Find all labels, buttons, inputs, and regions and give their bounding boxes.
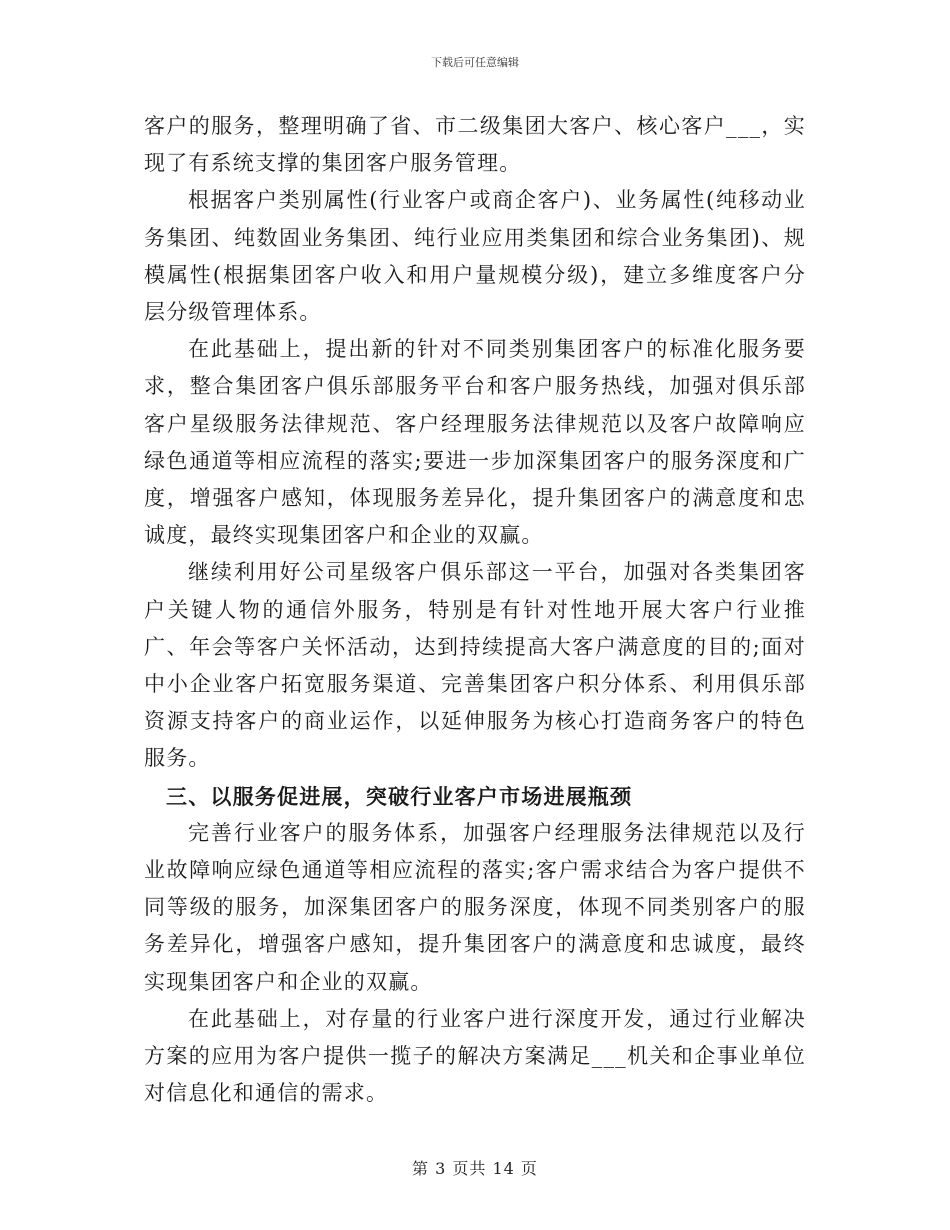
paragraph-club-platform: 继续利用好公司星级客户俱乐部这一平台，加强对各类集团客户关键人物的通信外服务，特别是有针对性地开展大客户行业推广、年会等客户关怀活动，达到持续提高大客户满意度的目的;面对中小企业客户拓宽服务渠道、完善集团客户积分体系、利用俱乐部资源支持客户的商业运作，以延伸服务为核心打造商务客户的特色服务。 [144,560,806,771]
paragraph-classification: 根据客户类别属性(行业客户或商企客户)、业务属性(纯移动业务集团、纯数固业务集团、纯行业应用类集团和综合业务集团)、规模属性(根据集团客户收入和用户量规模分级)，建立多维度客户分层分级管理体系。 [144,188,806,325]
header-note: 下载后可任意编辑 [431,56,519,69]
paragraph-continued: 客户的服务，整理明确了省、市二级集团大客户、核心客户___，实现了有系统支撑的集团客户服务管理。 [144,114,806,176]
page-number: 第 3 页共 14 页 [412,1159,538,1178]
paragraph-deep-development: 在此基础上，对存量的行业客户进行深度开发，通过行业解决方案的应用为客户提供一揽子的解决方案满足___机关和企事业单位对信息化和通信的需求。 [144,1006,806,1106]
document-body [144,108,806,1112]
section-heading: 三、以服务促进展，突破行业客户市场进展瓶颈 [166,783,633,809]
paragraph-standardized-service: 在此基础上，提出新的针对不同类别集团客户的标准化服务要求，整合集团客户俱乐部服务平台和客户服务热线，加强对俱乐部客户星级服务法律规范、客户经理服务法律规范以及客户故障响应绿色通道等相应流程的落实;要进一步加深集团客户的服务深度和广度，增强客户感知，体现服务差异化，提升集团客户的满意度和忠诚度，最终实现集团客户和企业的双赢。 [144,337,806,548]
paragraph-industry-service: 完善行业客户的服务体系，加强客户经理服务法律规范以及行业故障响应绿色通道等相应流程的落实;客户需求结合为客户提供不同等级的服务，加深集团客户的服务深度，体现不同类别客户的服务差异化，增强客户感知，提升集团客户的满意度和忠诚度，最终实现集团客户和企业的双赢。 [144,820,806,994]
